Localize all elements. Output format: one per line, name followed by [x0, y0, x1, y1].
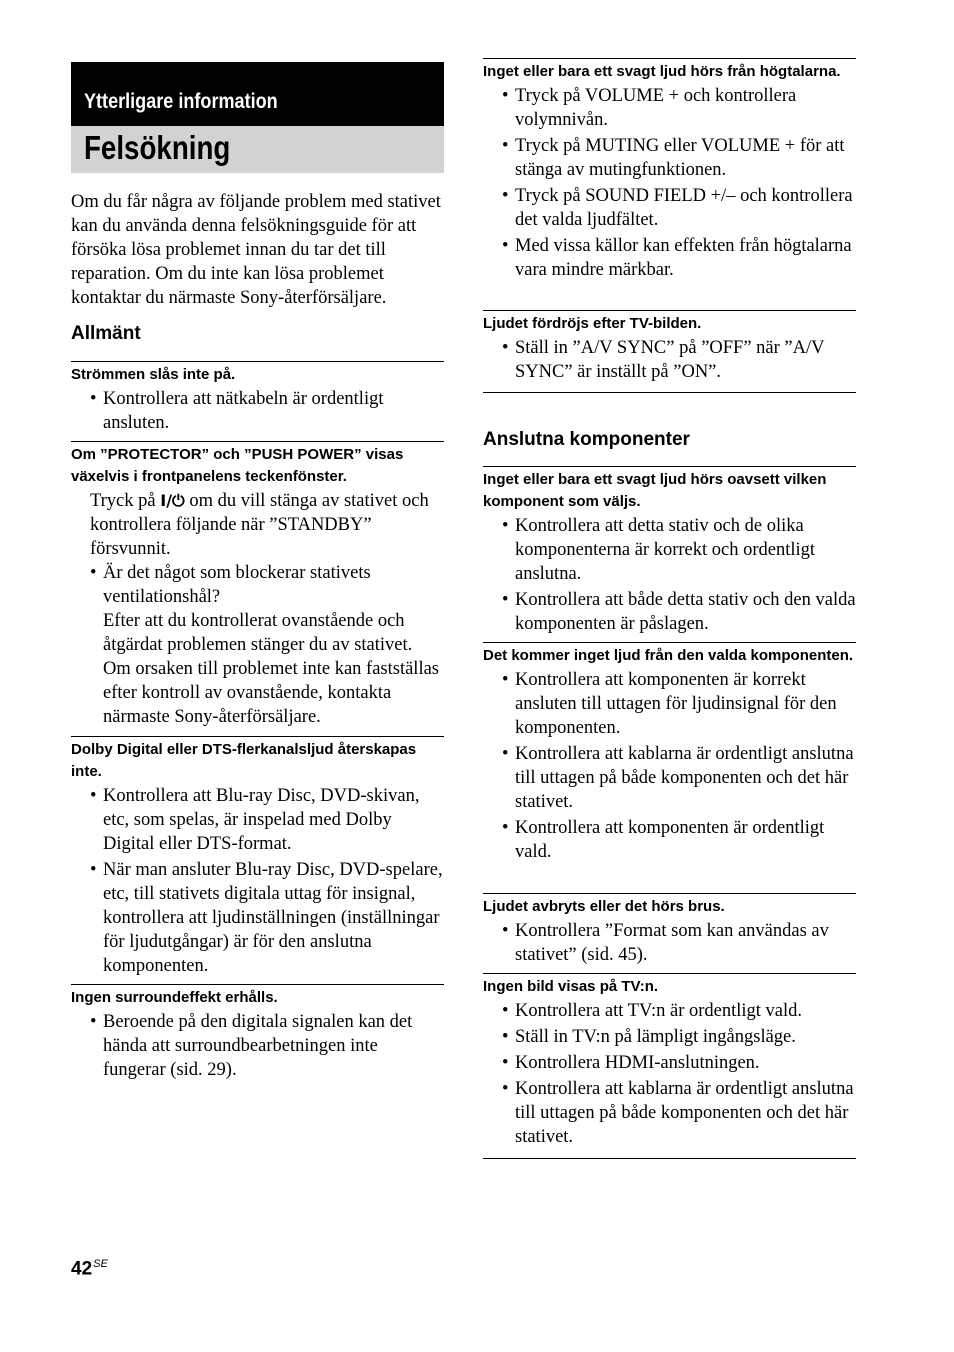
faq-question: Ljudet fördröjs efter TV-bilden. [483, 315, 702, 332]
faq-question: Det kommer inget ljud från den valda komponenten. [483, 647, 854, 664]
faq-answers [71, 784, 444, 978]
faq-paragraph-end: om du vill stänga av stativet och kontrollera följande när ”STANDBY” försvunnit. [90, 491, 429, 559]
faq-bullet: • Kontrollera att nätkabeln är ordentligt ansluten. [71, 387, 444, 435]
faq-answers [483, 336, 856, 384]
faq-bullet: • Med vissa källor kan effekten från högtalarna vara mindre märkbar. [483, 234, 856, 282]
faq-bullet: • Kontrollera att kablarna är ordentligt anslutna till uttagen på både komponenten och det här stativet. [483, 1077, 856, 1149]
faq-question: Dolby Digital eller DTS-flerkanalsljud återskapas inte. [71, 741, 417, 780]
faq-bullet: • Kontrollera att komponenten är korrekt ansluten till uttagen för ljudinsignal för den komponenten. [483, 668, 856, 740]
faq-bullet: • Är det något som blockerar stativets ventilationshål? [71, 561, 444, 609]
faq-bullet: • Kontrollera ”Format som kan användas av stativet” (sid. 45). [483, 919, 856, 967]
faq-answers [483, 84, 856, 282]
faq-bullet: • Beroende på den digitala signalen kan det hända att surroundbearbetningen inte fungerar (sid. 29). [71, 1010, 444, 1082]
faq-paragraph [71, 489, 444, 561]
power-symbol-icon: I/⏻ [160, 491, 185, 510]
faq-answers [483, 999, 856, 1149]
faq-item [483, 466, 856, 638]
faq-bullet: • Kontrollera att Blu-ray Disc, DVD-skivan, etc, som spelas, är inspelad med Dolby Digital eller DTS-format. [71, 784, 444, 856]
page-number-suffix: SE [93, 1258, 108, 1270]
faq-bullet: • Tryck på VOLUME + och kontrollera volymnivån. [483, 84, 856, 132]
page-number [71, 1258, 108, 1280]
section-label: Ytterligare information [84, 90, 278, 113]
intro-paragraph: Om du får några av följande problem med stativet kan du använda denna felsökningsguide för att försöka lösa problemet innan du tar det till reparation. Om du inte kan lösa problemet kontaktar du närmaste Sony-återförsäljare. [71, 192, 441, 308]
faq-answers [71, 561, 444, 609]
faq-question: Ljudet avbryts eller det hörs brus. [483, 898, 725, 915]
faq-bullet: • Kontrollera att kablarna är ordentligt anslutna till uttagen på både komponenten och det här stativet. [483, 742, 856, 814]
faq-subtext: Efter att du kontrollerat ovanstående och åtgärdat problemen stänger du av stativet. Om orsaken till problemet inte kan fastställas efter kontroll av ovanstående, kontakta närmaste Sony-återförsäljare. [103, 611, 439, 727]
faq-item [483, 642, 856, 866]
faq-bullet: • Tryck på MUTING eller VOLUME + för att stänga av mutingfunktionen. [483, 134, 856, 182]
faq-item [71, 736, 444, 980]
faq-item [483, 310, 856, 386]
faq-answers [483, 514, 856, 636]
faq-question: Om ”PROTECTOR” och ”PUSH POWER” visas växelvis i frontpanelens teckenfönster. [71, 446, 404, 485]
section-label-bar [71, 62, 444, 126]
faq-bullet: • Kontrollera att både detta stativ och den valda komponenten är påslagen. [483, 588, 856, 636]
faq-answers [483, 668, 856, 864]
section-heading-general: Allmänt [71, 323, 141, 344]
faq-bullet: • Kontrollera att TV:n är ordentligt vald. [483, 999, 856, 1023]
faq-item [483, 58, 856, 284]
faq-item [483, 893, 856, 969]
section-banner [71, 62, 444, 173]
faq-bullet: • Ställ in ”A/V SYNC” på ”OFF” när ”A/V SYNC” är inställt på ”ON”. [483, 336, 856, 384]
faq-paragraph-start: Tryck på [90, 491, 156, 511]
faq-bullet: • När man ansluter Blu-ray Disc, DVD-spelare, etc, till stativets digitala uttag för insignal, kontrollera att ljudinställningen (inställningar för ljudutgångar) är för den anslutna komponenten. [71, 858, 444, 978]
faq-question: Strömmen slås inte på. [71, 366, 236, 383]
page-number-value: 42 [71, 1258, 93, 1280]
faq-bullet: • Ställ in TV:n på lämpligt ingångsläge. [483, 1025, 856, 1049]
page-title: Felsökning [84, 129, 231, 166]
faq-item [71, 361, 444, 437]
faq-answers [71, 1010, 444, 1082]
divider [483, 1158, 856, 1159]
faq-question: Ingen bild visas på TV:n. [483, 978, 659, 995]
faq-answers [483, 919, 856, 967]
faq-item [483, 973, 856, 1151]
faq-bullet: • Kontrollera att komponenten är ordentligt vald. [483, 816, 856, 864]
faq-question: Inget eller bara ett svagt ljud hörs oavsett vilken komponent som väljs. [483, 471, 827, 510]
faq-bullet: • Tryck på SOUND FIELD +/– och kontrollera det valda ljudfältet. [483, 184, 856, 232]
faq-answers [71, 387, 444, 435]
page-title-bar [71, 126, 444, 173]
faq-bullet: • Kontrollera HDMI-anslutningen. [483, 1051, 856, 1075]
faq-bullet: • Kontrollera att detta stativ och de olika komponenterna är korrekt och ordentligt anslutna. [483, 514, 856, 586]
faq-item [71, 984, 444, 1084]
section-heading-components: Anslutna komponenter [483, 429, 690, 450]
faq-question: Ingen surroundeffekt erhålls. [71, 989, 278, 1006]
divider [483, 392, 856, 393]
faq-item [71, 441, 444, 729]
faq-question: Inget eller bara ett svagt ljud hörs från högtalarna. [483, 63, 841, 80]
